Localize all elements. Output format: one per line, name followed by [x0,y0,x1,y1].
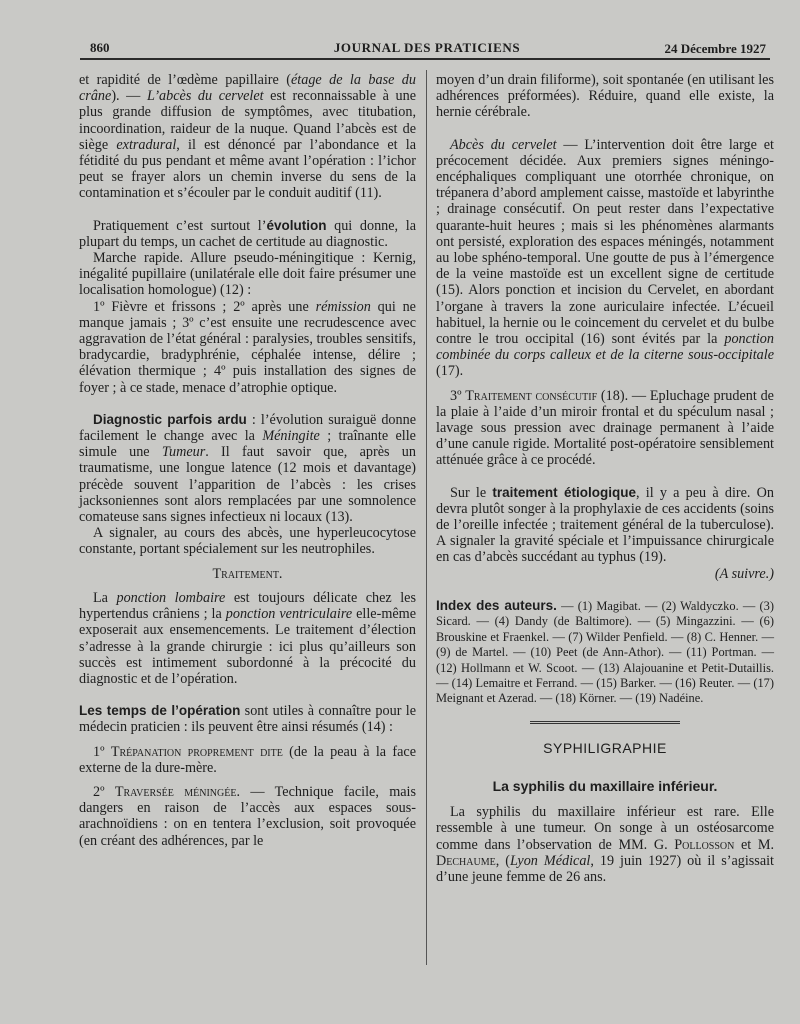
column-divider [426,70,427,965]
heading-traitement: Traitement. [212,565,283,582]
paragraph: Diagnostic parfois ardu : l’évolution suraiguë donne facilement le change avec la Méningite ; traînante elle simule une Tumeur. Il faut savoir que, après un traumatisme, une longue latence (12 mois et davantage) précède souvent l’apparition de l’abcès : les crises jacksoniennes sont alors remplacées par une somnolence comateuse sans signes infectieux ni locaux (13). [79,411,416,526]
right-column [436,72,774,885]
paragraph: La syphilis du maxillaire inférieur est rare. Elle ressemble à une tumeur. On songe à un ostéosarcome comme dans l’observation de MM. G. Pollosson et M. Dechaume, (Lyon Médical, 19 juin 1927) où il s’agissait d’une jeune femme de 26 ans. [436,804,774,885]
paragraph: 3º Traitement consécutif (18). — Epluchage prudent de la plaie à l’aide d’un miroir frontal et du spéculum nasal ; lavage sous pression avec drainage permanent à l’aide d’une canule rigide. Mortalité post-opératoire sensiblement atténuée grâce à ce procédé. [436,387,774,469]
left-column [79,72,416,849]
paragraph: 2º Traversée méningée. — Technique facile, mais dangers en raison de l’accès aux espaces sous-arachnoïdiens : on en tentera l’exclusion, soit provoquée (en créant des adhérences, par le [79,783,417,849]
section-ornament [530,721,680,724]
paragraph: Pratiquement c’est surtout l’évolution qui donne, la plupart du temps, un cachet de certitude au diagnostic. [79,217,416,250]
page-number: 860 [90,40,110,55]
header-rule [80,58,770,60]
paragraph: A signaler, au cours des abcès, une hyperleucocytose constante, portant spécialement sur les neutrophiles. [79,525,416,558]
paragraph: Abcès du cervelet — L’intervention doit être large et précocement décidée. Aux premiers signes méningo-encéphaliques compliquant une otorrhée chronique, on trépanera d’abord amplement caisse, mastoïde et labyrinthe ; drainage consécutif. On peut rester dans l’expectative quarante-huit heures ; mais si les phénomènes alarmants ont persisté, exploration des espaces méningés, notamment au lobe sphéno-temporal. Une goutte de pus à l’émergence de la veine mastoïde est un excellent signe de certitude (15). Alors ponction et incision du Cervelet, en abordant l’organe à travers la zone auriculaire infectée. L’écueil habituel, la hernie ou le coincement du cervelet et du bulbe contre le trou occipital (16) sont évités par la ponction combinée du corps calleux et de la citerne sous-occipitale (17). [436,136,775,380]
paragraph: Marche rapide. Allure pseudo-méningitique : Kernig, inégalité pupillaire (unilatérale elle doit faire présumer une localisation homologue) (12) : [79,250,416,299]
paragraph: 1º Fièvre et frissons ; 2º après une rémission qui ne manque jamais ; 3º c’est ensuite une recrudescence avec aggravation de l’état général : paralysies, troubles sensitifs, bradycardie, bradyphrénie, céphalée intense, délire ; élévation thermique ; 4º puis installation des signes de foyer ; à ce stade, menace d’atrophie optique. [79,298,416,396]
paragraph: Sur le traitement étiologique, il y a peu à dire. On devra plutôt songer à la prophylaxie de ces accidents (soins de l’oreille infectée ; traitement général de la tuberculose). A signaler la gravité spéciale et l’impuissance chirurgicale en cas d’abcès succédant au typhus (19). [436,484,774,566]
paragraph: moyen d’un drain filiforme), soit spontanée (en utilisant les adhérences préformées). Réduire, quand elle existe, la hernie cérébrale. [436,72,774,121]
paragraph: 1º Trépanation proprement dite (de la peau à la face externe de la dure-mère. [79,743,417,776]
a-suivre: (A suivre.) [714,565,774,582]
paragraph: Les temps de l’opération sont utiles à connaître pour le médecin praticien : ils peuvent être ainsi résumés (14) : [79,703,416,736]
author-index [436,598,774,707]
page-header [88,40,766,60]
paragraph: et rapidité de l’œdème papillaire (étage de la base du crâne). — L’abcès du cervelet est reconnaissable à une plus grande diffusion de symptômes, avec titubation, incoordination, raideur de la nuque. Quand l’abcès est de siège extradural, il est dénoncé par l’abondance et la fétidité du pus pendant et même avant l’opération : l’ichor peut se frayer alors un chemin inverse du sens de la contamination et s’écouler par le conduit auditif (11). [79,72,417,202]
article-title: La syphilis du maxillaire inférieur. [492,777,718,794]
issue-date: 24 Décembre 1927 [664,41,766,56]
section-title: SYPHILIGRAPHIE [543,739,667,756]
journal-title: JOURNAL DES PRATICIENS [333,40,521,55]
paragraph: La ponction lombaire est toujours délicate chez les hypertendus crâniens ; la ponction ventriculaire elle-même exposerait aux ensemencements. Le traitement d’élection s’adresse à la grande chirurgie : ici plus qu’ailleurs son succès est intimement subordonné à la précocité du diagnostic et de l’opération. [79,589,416,687]
index-text: Index des auteurs. — (1) Magibat. — (2) Waldyczko. — (3) Sicard. — (4) Dandy (de Baltimore). — (5) Mingazzini. — (6) Brouskine et Fraenkel. — (7) Wilder Penfield. — (8) C. Henner. — (9) de Martel. — (10) Peet (de Ann-Athor). — (11) Portman. — (12) Hollmann et W. Scoot. — (13) Alajouanine et Petit-Dutaillis. — (14) Lemaitre et Ferrand. — (15) Barker. — (16) Reuter. — (17) Meignant et Azerad. — (18) Körner. — (19) Nadéine. [436,597,775,706]
